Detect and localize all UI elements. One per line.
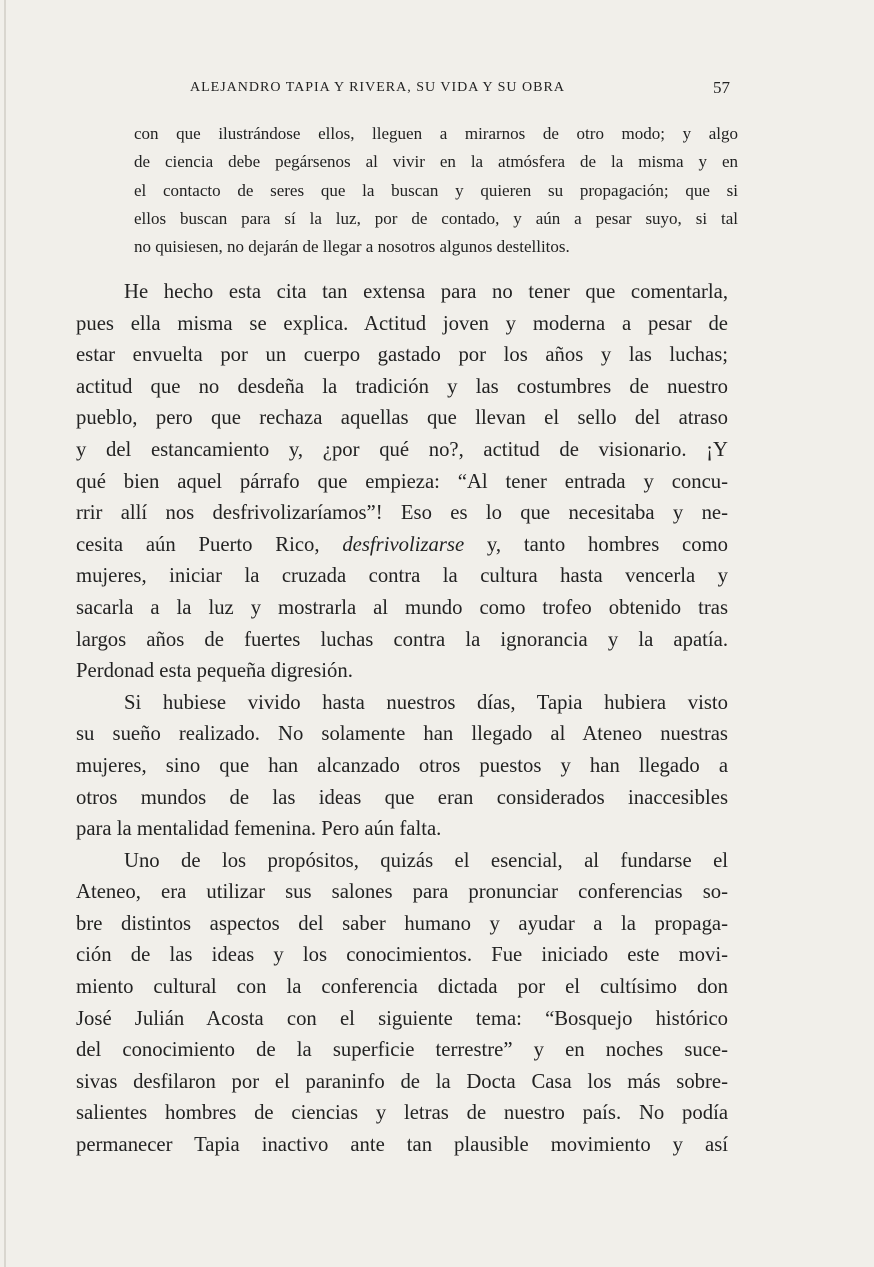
text-line: Uno de los propósitos, quizás el esencial, al fundarse el xyxy=(124,849,728,872)
text-line: rrir allí nos desfrivolizaríamos”! Eso es lo que necesitaba y ne- xyxy=(76,502,728,525)
text-line: Si hubiese vivido hasta nuestros días, Tapia hubiera visto xyxy=(124,691,728,714)
text-fragment: y, tanto hombres como xyxy=(464,533,728,556)
page-number: 57 xyxy=(713,78,730,97)
text-line: para la mentalidad femenina. Pero aún falta. xyxy=(76,818,442,841)
text-line: largos años de fuertes luchas contra la ignorancia y la apatía. xyxy=(76,628,728,651)
text-line: miento cultural con la conferencia dictada por el cultísimo don xyxy=(76,976,728,999)
text-line: ción de las ideas y los conocimientos. Fue iniciado este movi- xyxy=(76,944,728,967)
quote-line: de ciencia debe pegársenos al vivir en la atmósfera de la misma y en xyxy=(134,152,738,172)
text-line: pues ella misma se explica. Actitud joven y moderna a pesar de xyxy=(76,312,728,335)
text-line: y del estancamiento y, ¿por qué no?, actitud de visionario. ¡Y xyxy=(76,438,728,461)
text-line: salientes hombres de ciencias y letras de nuestro país. No podía xyxy=(76,1102,728,1125)
text-line: su sueño realizado. No solamente han llegado al Ateneo nuestras xyxy=(76,723,728,746)
block-quote xyxy=(134,120,738,261)
text-line: mujeres, iniciar la cruzada contra la cultura hasta vencerla y xyxy=(76,565,728,588)
text-line: bre distintos aspectos del saber humano y ayudar a la propaga- xyxy=(76,912,728,935)
quote-line: con que ilustrándose ellos, lleguen a mirarnos de otro modo; y algo xyxy=(134,124,738,143)
text-line: Perdonad esta pequeña digresión. xyxy=(76,660,353,683)
text-line: He hecho esta cita tan extensa para no tener que comentarla, xyxy=(124,281,728,303)
quote-line: ellos buscan para sí la luz, por de contado, y aún a pesar suyo, si tal xyxy=(134,208,738,228)
quote-line: el contacto de seres que la buscan y quieren su propagación; que si xyxy=(134,180,738,200)
paragraph-2 xyxy=(76,688,728,846)
paragraph-3 xyxy=(76,846,728,1162)
running-header: ALEJANDRO TAPIA Y RIVERA, SU VIDA Y SU OBRA xyxy=(190,80,565,95)
text-line: permanecer Tapia inactivo ante tan plausible movimiento y así xyxy=(76,1134,728,1157)
text-line xyxy=(76,530,728,562)
text-line: José Julián Acosta con el siguiente tema: “Bosquejo histórico xyxy=(76,1007,728,1030)
page-edge xyxy=(4,0,6,1267)
text-line: mujeres, sino que han alcanzado otros puestos y han llegado a xyxy=(76,754,728,777)
paragraph-1 xyxy=(76,277,728,688)
text-line: otros mundos de las ideas que eran considerados inaccesibles xyxy=(76,786,728,809)
text-line: sacarla a la luz y mostrarla al mundo como trofeo obtenido tras xyxy=(76,596,728,619)
text-line: Ateneo, era utilizar sus salones para pronunciar conferencias so- xyxy=(76,881,728,904)
body-text xyxy=(76,277,728,1162)
text-line: pueblo, pero que rechaza aquellas que llevan el sello del atraso xyxy=(76,407,728,430)
text-line: del conocimiento de la superficie terrestre” y en noches suce- xyxy=(76,1039,728,1062)
text-line: qué bien aquel párrafo que empieza: “Al tener entrada y concu- xyxy=(76,470,728,493)
quote-line: no quisiesen, no dejarán de llegar a nosotros algunos destellitos. xyxy=(134,237,570,257)
text-line: estar envuelta por un cuerpo gastado por los años y las luchas; xyxy=(76,344,728,367)
text-line: sivas desfilaron por el paraninfo de la Docta Casa los más sobre- xyxy=(76,1070,728,1093)
text-line: actitud que no desdeña la tradición y las costumbres de nuestro xyxy=(76,375,728,398)
text-fragment: cesita aún Puerto Rico, xyxy=(76,533,343,556)
italic-word: desfrivolizarse xyxy=(342,533,465,556)
